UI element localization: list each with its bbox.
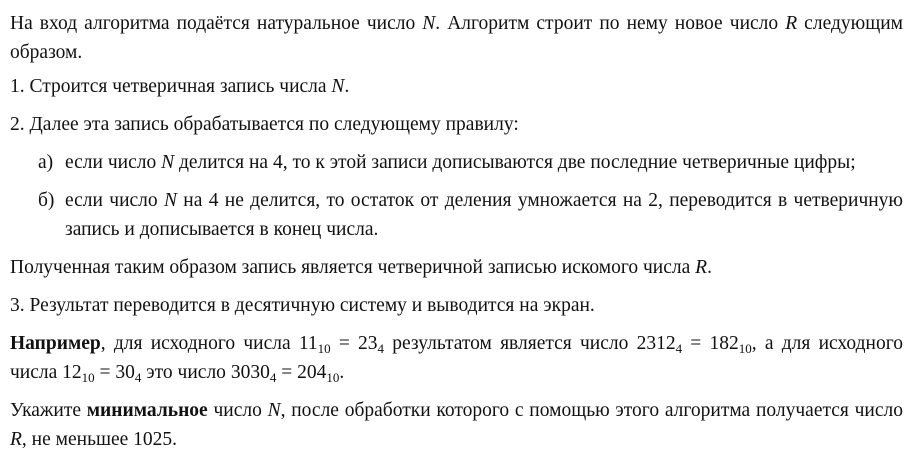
rule-b-marker: б) [38, 190, 55, 211]
question-text-4: , не меньшее 1025. [21, 429, 178, 450]
number-182: 182 [709, 333, 739, 354]
variable-n: N [267, 400, 281, 421]
rule-a-body [65, 148, 903, 177]
equals-sign: = [276, 362, 298, 383]
base-subscript: 10 [317, 341, 331, 356]
question-bold-word: минимальное [86, 400, 208, 421]
question-paragraph [10, 396, 903, 454]
result-note-text-2: . [707, 257, 712, 278]
variable-n: N [422, 13, 436, 34]
example-text-3: , а для исходного числа [10, 333, 903, 383]
question-text-3: , после обработки которого с помощью этого алгоритма получается число [280, 400, 903, 421]
step-1 [10, 72, 903, 101]
rule-b-body [65, 186, 903, 244]
variable-n: N [163, 190, 177, 211]
example-paragraph [10, 329, 903, 387]
base-subscript: 4 [377, 341, 385, 356]
step-1-text-2: . [344, 76, 350, 97]
example-text-5: . [339, 362, 345, 383]
intro-text-2: . Алгоритм строит по нему новое число [435, 13, 786, 34]
number-3030: 3030 [230, 362, 270, 383]
step-3 [10, 291, 903, 320]
number-11: 11 [298, 333, 318, 354]
rule-b-text-1: если число [65, 190, 164, 211]
equals-sign: = [682, 333, 710, 354]
intro-text-1: На вход алгоритма подаётся натуральное число [10, 13, 423, 34]
step-3-text: 3. Результат переводится в десятичную систему и выводится на экран. [10, 295, 595, 316]
variable-r: R [10, 429, 22, 450]
number-23: 23 [358, 333, 378, 354]
equals-sign: = [94, 362, 116, 383]
base-subscript: 4 [269, 370, 277, 385]
variable-r: R [695, 257, 708, 278]
number-30: 30 [115, 362, 135, 383]
number-204: 204 [297, 362, 327, 383]
base-subscript: 4 [134, 370, 142, 385]
example-text-4: это число [141, 362, 231, 383]
result-note-text-1: Полученная таким образом запись является четверичной записью искомого числа [10, 257, 696, 278]
example-text-1: , для исходного числа [100, 333, 299, 354]
base-subscript: 10 [81, 370, 95, 385]
rule-a-text-1: если число [65, 152, 162, 173]
base-subscript: 10 [738, 341, 752, 356]
variable-r: R [785, 13, 798, 34]
question-text-1: Укажите [10, 400, 87, 421]
rule-b [10, 186, 903, 244]
step-1-text-1: 1. Строится четверичная запись числа [10, 76, 332, 97]
rule-a-text-2: делится на 4, то к этой записи дописываются две последние четверичные цифры; [174, 152, 856, 173]
result-note [10, 253, 903, 282]
question-text-2: число [207, 400, 268, 421]
rule-a-marker: а) [38, 152, 54, 173]
base-subscript: 4 [675, 341, 683, 356]
intro-paragraph [10, 9, 903, 67]
intro-text-3: следующим образом. [10, 13, 903, 63]
rule-a [10, 148, 903, 177]
example-text-2: результатом является число [384, 333, 637, 354]
step-2-text: 2. Далее эта запись обрабатывается по следующему правилу: [10, 114, 519, 135]
number-2312: 2312 [636, 333, 676, 354]
equals-sign: = [330, 333, 359, 354]
example-label: Например [10, 333, 101, 354]
variable-n: N [161, 152, 175, 173]
rule-b-text-2: на 4 не делится, то остаток от деления умножается на 2, переводится в четверичную запись и дописывается в конец числа. [65, 190, 903, 240]
step-2 [10, 110, 903, 139]
base-subscript: 10 [326, 370, 340, 385]
variable-n: N [331, 76, 345, 97]
number-12: 12 [62, 362, 82, 383]
